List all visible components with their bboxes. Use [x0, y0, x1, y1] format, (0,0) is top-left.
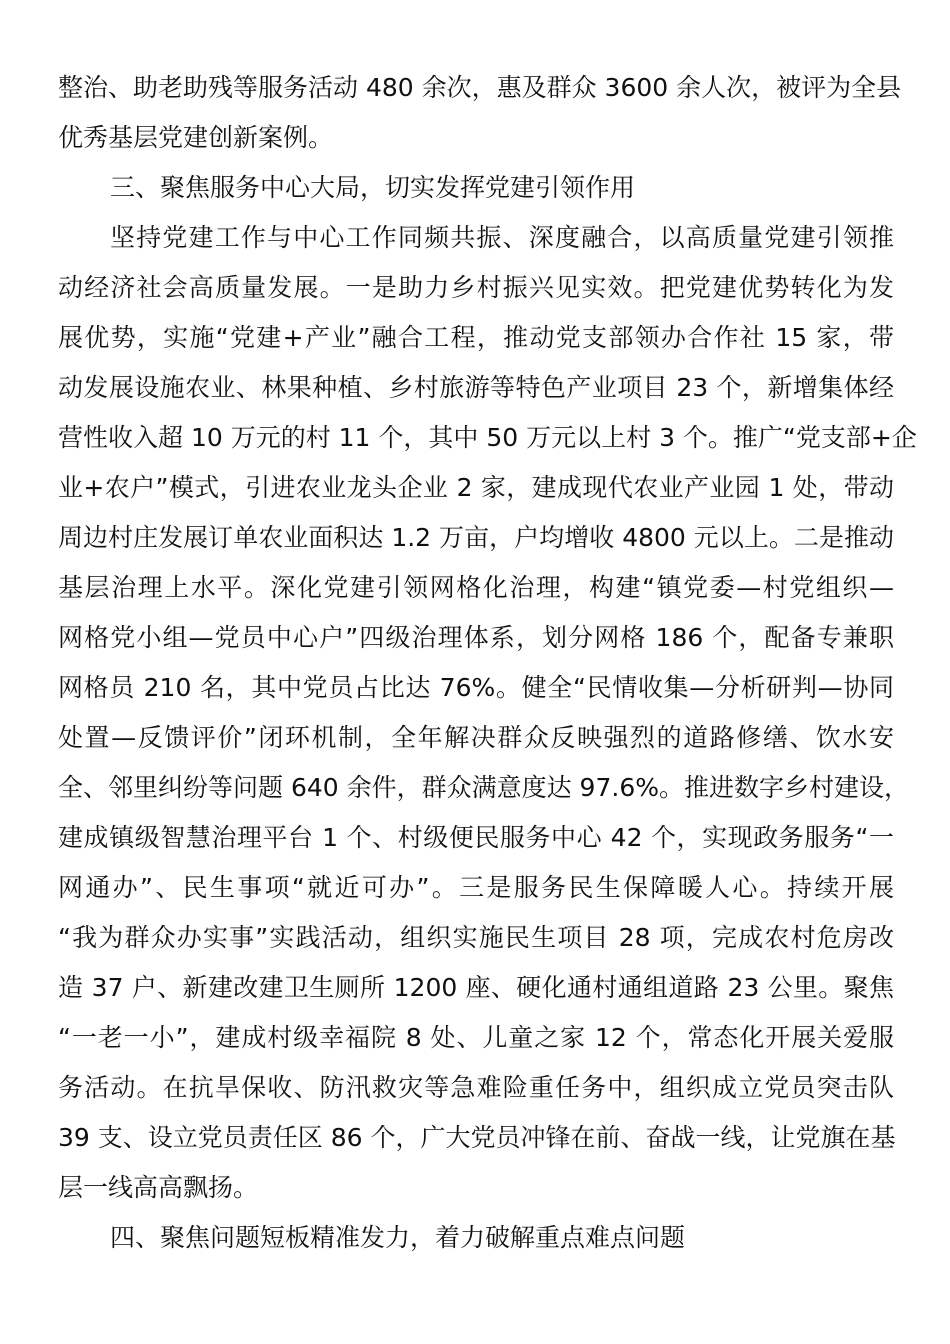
text-line: 坚持党建工作与中心工作同频共振、深度融合，以高质量党建引领推	[110, 223, 894, 252]
text-line: 优秀基层党建创新案例。	[58, 123, 334, 152]
text-line: 网通办”、民生事项“就近可办”。三是服务民生保障暖人心。持续开展	[58, 873, 894, 902]
text-line: 全、邻里纠纷等问题 640 余件，群众满意度达 97.6%。推进数字乡村建设，	[58, 773, 909, 802]
document-page	[58, 63, 917, 1263]
text-line: 处置—反馈评价”闭环机制，全年解决群众反映强烈的道路修缮、饮水安	[58, 723, 894, 752]
paragraph-body	[58, 213, 917, 1213]
section-heading-3: 三、聚焦服务中心大局，切实发挥党建引领作用	[110, 173, 636, 202]
text-line: 营性收入超 10 万元的村 11 个，其中 50 万元以上村 3 个。推广“党支部+企	[58, 423, 917, 452]
text-line: 周边村庄发展订单农业面积达 1.2 万亩，户均增收 4800 元以上。二是推动	[58, 523, 894, 552]
text-line: “一老一小”，建成村级幸福院 8 处、儿童之家 12 个，常态化开展关爱服	[58, 1023, 894, 1052]
text-line: 动经济社会高质量发展。一是助力乡村振兴见实效。把党建优势转化为发	[58, 273, 894, 302]
text-line: “我为群众办实事”实践活动，组织实施民生项目 28 项，完成农村危房改	[58, 923, 894, 952]
text-line: 基层治理上水平。深化党建引领网格化治理，构建“镇党委—村党组织—	[58, 573, 894, 602]
text-line: 建成镇级智慧治理平台 1 个、村级便民服务中心 42 个，实现政务服务“一	[58, 823, 894, 852]
text-line: 层一线高高飘扬。	[58, 1173, 259, 1202]
text-line: 造 37 户、新建改建卫生厕所 1200 座、硬化通村通组道路 23 公里。聚焦	[58, 973, 894, 1002]
text-line: 网格党小组—党员中心户”四级治理体系，划分网格 186 个，配备专兼职	[58, 623, 894, 652]
text-line: 务活动。在抗旱保收、防汛救灾等急难险重任务中，组织成立党员突击队	[58, 1073, 894, 1102]
text-line: 整治、助老助残等服务活动 480 余次，惠及群众 3600 余人次，被评为全县	[58, 73, 902, 102]
text-line: 展优势，实施“党建+产业”融合工程，推动党支部领办合作社 15 家，带	[58, 323, 894, 352]
section-heading-4: 四、聚焦问题短板精准发力，着力破解重点难点问题	[110, 1223, 686, 1252]
text-line: 网格员 210 名，其中党员占比达 76%。健全“民情收集—分析研判—协同	[58, 673, 894, 702]
paragraph-continued	[58, 63, 902, 163]
text-line: 动发展设施农业、林果种植、乡村旅游等特色产业项目 23 个，新增集体经	[58, 373, 894, 402]
text-line: 业+农户”模式，引进农业龙头企业 2 家，建成现代农业产业园 1 处，带动	[58, 473, 894, 502]
text-line: 39 支、设立党员责任区 86 个，广大党员冲锋在前、奋战一线，让党旗在基	[58, 1123, 896, 1152]
